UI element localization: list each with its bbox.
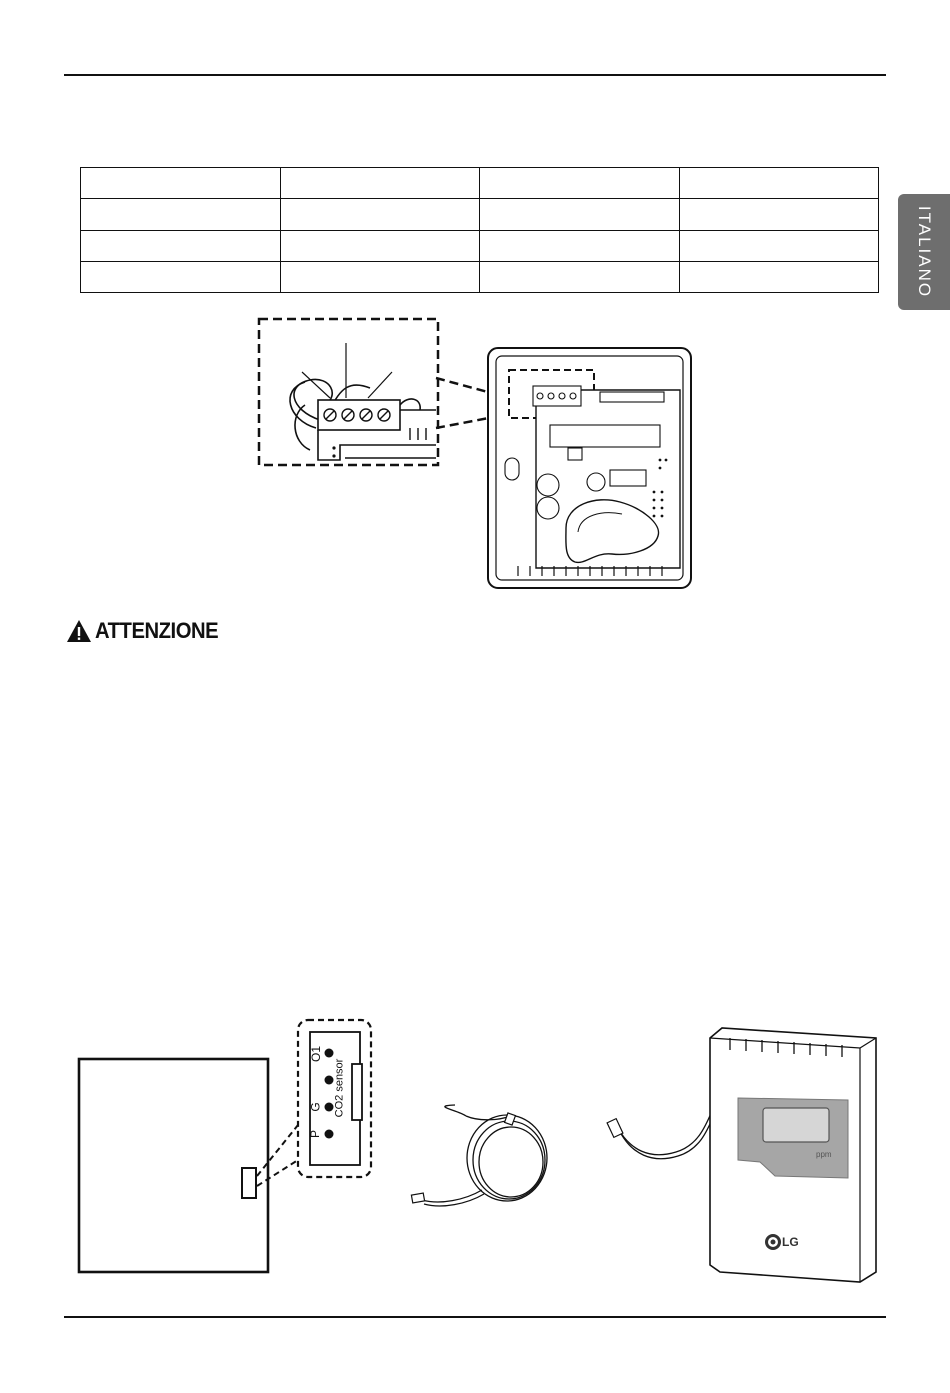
table-row: [81, 230, 879, 261]
table-row: [81, 199, 879, 230]
table-row: [81, 261, 879, 292]
brand-label: LG: [782, 1235, 799, 1249]
footer-rule: [64, 1316, 886, 1318]
indoor-unit-pcb: [79, 1059, 268, 1272]
pin-label-o1: O1: [309, 1045, 324, 1063]
table-row: [81, 168, 879, 199]
header-rule: [64, 74, 886, 76]
language-tab-label: ITALIANO: [915, 205, 934, 299]
pin-dot: [325, 1130, 334, 1139]
caution-heading: [66, 618, 229, 644]
pin-dot: [325, 1076, 334, 1085]
co2-connection-illustration: [70, 1010, 890, 1285]
language-tab[interactable]: [898, 194, 950, 310]
connector-name-label: CO2 sensor: [333, 1058, 346, 1118]
sensor-cable: [422, 1105, 547, 1206]
display-unit-label: ppm: [816, 1150, 832, 1159]
connector-socket: [242, 1168, 256, 1198]
terminal-wiring-illustration: [250, 310, 710, 600]
pin-label-g: G: [308, 1102, 323, 1112]
pin-dot: [325, 1103, 334, 1112]
pin-label-p: P: [308, 1129, 323, 1139]
terminal-detail-box: [259, 319, 438, 465]
warning-icon: [66, 619, 92, 643]
display-screen: [763, 1108, 829, 1142]
spec-table: [80, 167, 879, 293]
caution-label: ATTENZIONE: [95, 618, 219, 643]
pin-dot: [325, 1049, 334, 1058]
